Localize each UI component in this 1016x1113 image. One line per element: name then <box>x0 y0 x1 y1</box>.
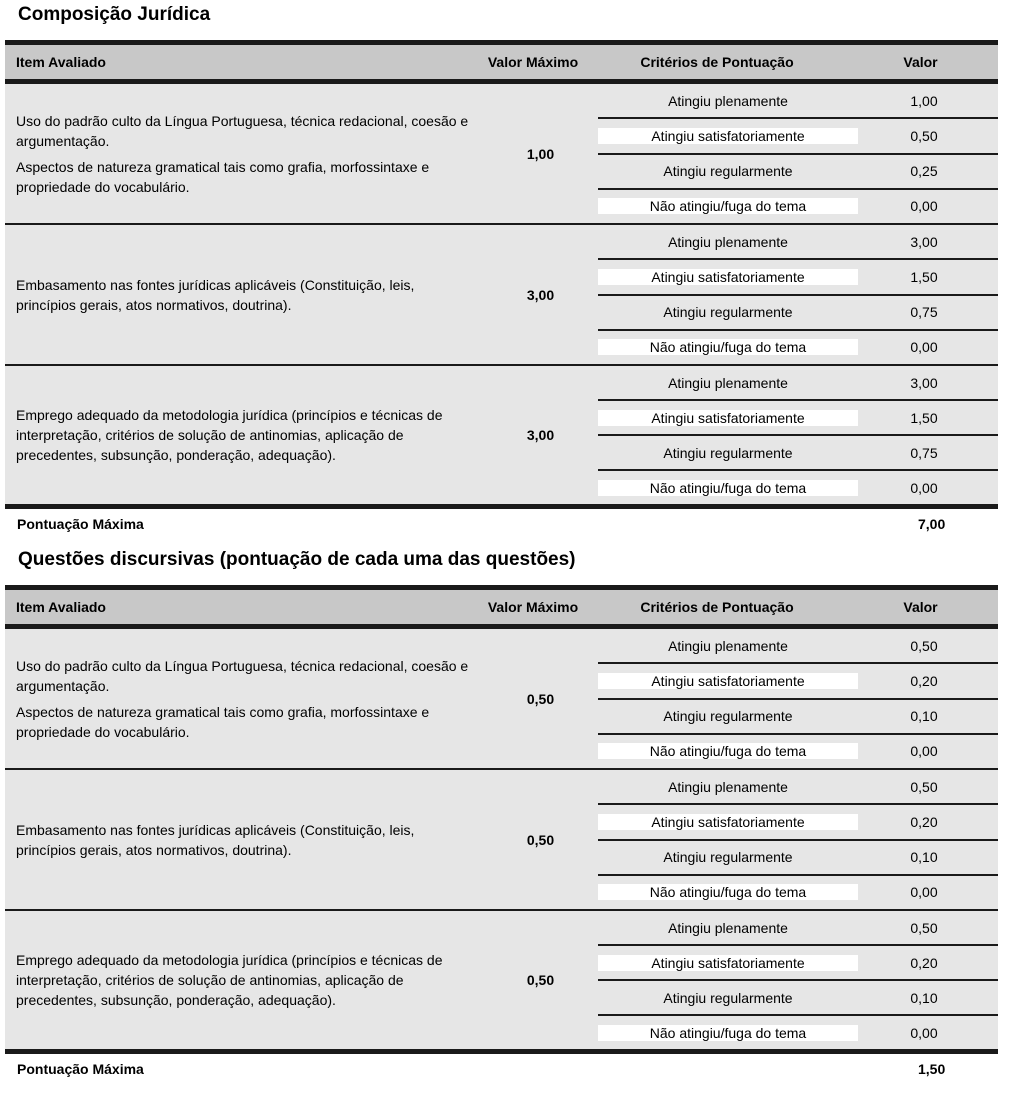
max-value: 0,50 <box>483 629 598 768</box>
header-criterios: Critérios de Pontuação <box>640 599 794 615</box>
total-row <box>5 1054 998 1084</box>
item-text: Aspectos de natureza gramatical tais como grafia, morfossintaxe e propriedade do vocabulário. <box>16 703 430 740</box>
criterion-value: 0,20 <box>910 672 938 689</box>
total-row <box>5 509 998 539</box>
score-row <box>598 471 998 504</box>
criterion-label: Atingiu plenamente <box>598 779 858 795</box>
item-description <box>5 84 483 223</box>
score-row <box>598 436 998 471</box>
score-row <box>598 805 998 840</box>
criterion-group <box>5 770 998 911</box>
criterion-value: 0,00 <box>910 1024 938 1041</box>
criterion-value: 0,00 <box>910 339 938 356</box>
item-description <box>5 911 483 1049</box>
item-text: Uso do padrão culto da Língua Portuguesa, técnica redacional, coesão e argumentação. <box>16 112 469 149</box>
criterion-value: 1,50 <box>910 268 938 285</box>
header-valor: Valor <box>903 54 938 70</box>
criterion-label: Atingiu plenamente <box>598 375 858 391</box>
criterion-value: 0,00 <box>910 198 938 215</box>
criterion-value: 0,75 <box>910 444 938 461</box>
criterion-label: Atingiu satisfatoriamente <box>598 128 858 144</box>
score-row <box>598 366 998 401</box>
item-text: Embasamento nas fontes jurídicas aplicáveis (Constituição, leis, princípios gerais, atos normativos, doutrina). <box>16 821 415 858</box>
criterion-label: Atingiu regularmente <box>598 304 858 320</box>
criterion-label: Não atingiu/fuga do tema <box>598 198 858 214</box>
score-row <box>598 190 998 223</box>
rubric-table <box>5 40 998 539</box>
score-row <box>598 735 998 768</box>
criterion-value: 0,75 <box>910 304 938 321</box>
criterion-label: Atingiu plenamente <box>598 234 858 250</box>
item-text: Aspectos de natureza gramatical tais como grafia, morfossintaxe e propriedade do vocabulário. <box>16 158 430 195</box>
criterion-label: Atingiu satisfatoriamente <box>598 410 858 426</box>
criterion-value: 3,00 <box>910 374 938 391</box>
item-text: Emprego adequado da metodologia jurídica (princípios e técnicas de interpretação, critérios de solução de antinomias, aplicação de precedentes, subsunção, ponderação, adequação). <box>16 407 443 463</box>
header-item-avaliado: Item Avaliado <box>16 54 106 70</box>
criterion-value: 0,20 <box>910 954 938 971</box>
score-rows <box>598 366 998 504</box>
criterion-label: Atingiu regularmente <box>598 445 858 461</box>
criterion-group <box>5 84 998 225</box>
criterion-label: Atingiu plenamente <box>598 93 858 109</box>
criterion-value: 0,10 <box>910 708 938 725</box>
score-row <box>598 155 998 190</box>
criterion-label: Atingiu regularmente <box>598 990 858 1006</box>
criterion-value: 1,00 <box>910 92 938 109</box>
item-description <box>5 629 483 768</box>
criterion-value: 0,25 <box>910 163 938 180</box>
section-title: Questões discursivas (pontuação de cada uma das questões) <box>18 549 576 570</box>
table-header <box>5 40 998 84</box>
header-item-avaliado: Item Avaliado <box>16 599 106 615</box>
score-row <box>598 84 998 119</box>
criterion-label: Atingiu satisfatoriamente <box>598 269 858 285</box>
total-value: 7,00 <box>918 516 946 532</box>
criterion-value: 0,50 <box>910 637 938 654</box>
criterion-value: 3,00 <box>910 233 938 250</box>
criterion-value: 0,00 <box>910 884 938 901</box>
rubric-table <box>5 585 998 1084</box>
score-row <box>598 981 998 1016</box>
criterion-label: Atingiu satisfatoriamente <box>598 814 858 830</box>
max-value: 3,00 <box>483 366 598 504</box>
score-rows <box>598 84 998 223</box>
criterion-label: Não atingiu/fuga do tema <box>598 480 858 496</box>
max-value: 1,00 <box>483 84 598 223</box>
criterion-value: 0,50 <box>910 778 938 795</box>
score-row <box>598 700 998 735</box>
item-text: Uso do padrão culto da Língua Portuguesa, técnica redacional, coesão e argumentação. <box>16 657 469 694</box>
score-rows <box>598 770 998 909</box>
criterion-value: 1,50 <box>910 409 938 426</box>
item-text: Embasamento nas fontes jurídicas aplicáveis (Constituição, leis, princípios gerais, atos normativos, doutrina). <box>16 276 415 313</box>
item-description <box>5 366 483 504</box>
score-row <box>598 260 998 295</box>
score-row <box>598 225 998 260</box>
total-value: 1,50 <box>918 1061 946 1077</box>
score-rows <box>598 629 998 768</box>
score-row <box>598 946 998 981</box>
item-description <box>5 770 483 909</box>
header-valor-maximo: Valor Máximo <box>487 54 579 70</box>
criterion-label: Atingiu plenamente <box>598 638 858 654</box>
criterion-label: Atingiu regularmente <box>598 163 858 179</box>
header-valor-maximo: Valor Máximo <box>487 599 579 615</box>
criterion-label: Não atingiu/fuga do tema <box>598 1025 858 1041</box>
score-row <box>598 664 998 699</box>
score-row <box>598 629 998 664</box>
table-header <box>5 585 998 629</box>
criterion-label: Atingiu regularmente <box>598 849 858 865</box>
criterion-group <box>5 911 998 1054</box>
criterion-value: 0,00 <box>910 479 938 496</box>
criterion-label: Atingiu regularmente <box>598 708 858 724</box>
criterion-value: 0,10 <box>910 989 938 1006</box>
score-rows <box>598 225 998 364</box>
criterion-group <box>5 629 998 770</box>
max-value: 0,50 <box>483 911 598 1049</box>
score-rows <box>598 911 998 1049</box>
header-criterios: Critérios de Pontuação <box>640 54 794 70</box>
criterion-label: Não atingiu/fuga do tema <box>598 339 858 355</box>
criterion-value: 0,10 <box>910 849 938 866</box>
criterion-label: Atingiu satisfatoriamente <box>598 955 858 971</box>
criterion-group <box>5 366 998 509</box>
score-row <box>598 911 998 946</box>
score-row <box>598 1016 998 1049</box>
item-text: Emprego adequado da metodologia jurídica (princípios e técnicas de interpretação, critérios de solução de antinomias, aplicação de precedentes, subsunção, ponderação, adequação). <box>16 952 443 1008</box>
header-valor: Valor <box>903 599 938 615</box>
criterion-label: Atingiu plenamente <box>598 920 858 936</box>
score-row <box>598 841 998 876</box>
criterion-label: Atingiu satisfatoriamente <box>598 673 858 689</box>
score-row <box>598 770 998 805</box>
section-title: Composição Jurídica <box>18 4 211 25</box>
score-row <box>598 401 998 436</box>
max-value: 3,00 <box>483 225 598 364</box>
score-row <box>598 119 998 154</box>
criterion-group <box>5 225 998 366</box>
criterion-value: 0,50 <box>910 127 938 144</box>
item-description <box>5 225 483 364</box>
total-label: Pontuação Máxima <box>17 516 144 532</box>
score-row <box>598 296 998 331</box>
criterion-value: 0,50 <box>910 919 938 936</box>
criterion-value: 0,00 <box>910 743 938 760</box>
score-row <box>598 876 998 909</box>
max-value: 0,50 <box>483 770 598 909</box>
total-label: Pontuação Máxima <box>17 1061 144 1077</box>
criterion-value: 0,20 <box>910 813 938 830</box>
score-row <box>598 331 998 364</box>
criterion-label: Não atingiu/fuga do tema <box>598 884 858 900</box>
criterion-label: Não atingiu/fuga do tema <box>598 743 858 759</box>
